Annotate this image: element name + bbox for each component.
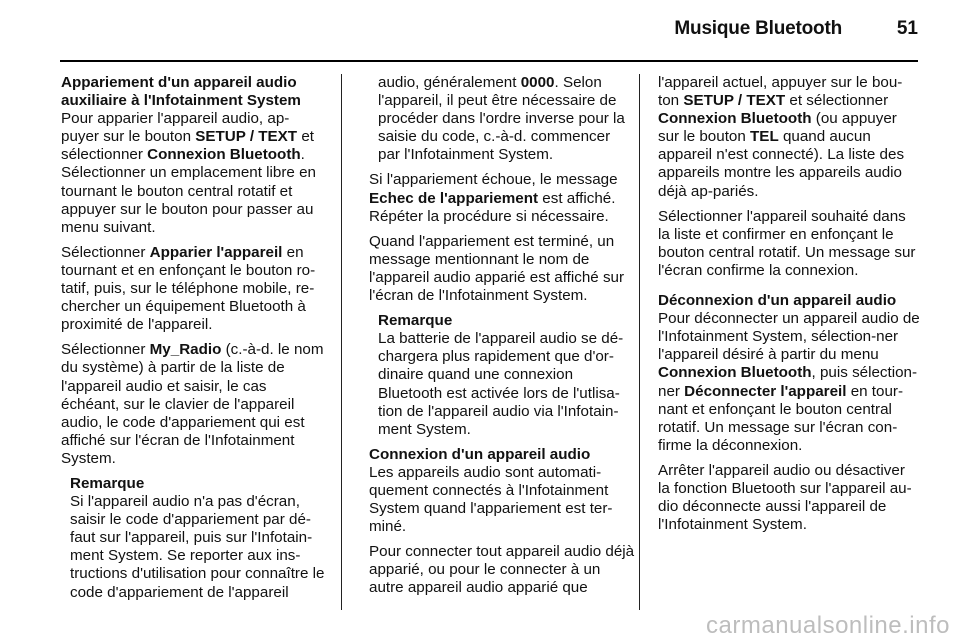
note-continuation — [378, 74, 635, 164]
paragraph: Pour apparier l'appareil audio, ap-puyer sur le bouton SETUP / TEXT et sélectionner Connexion Bluetooth. Sélectionner un emplacement libre en tournant le bouton central rotatif et appuyer sur le bouton pour passer au menu suivant. — [61, 110, 316, 236]
paragraph: Sélectionner Apparier l'appareil en tournant et en enfonçant le bouton ro-tatif, puis, sur le téléphone mobile, re-chercher un équipement Bluetooth à proximité de l'appareil. — [61, 243, 316, 334]
note-box — [378, 312, 635, 439]
column-2 — [369, 74, 635, 605]
page-title: Musique Bluetooth — [674, 18, 842, 39]
paragraph: Sélectionner l'appareil souhaité dans la liste et confirmer en enfonçant le bouton central rotatif. Un message sur l'écran confirme la connexion. — [658, 207, 916, 279]
note-text: La batterie de l'appareil audio se dé-chargera plus rapidement que d'or-dinaire quand une connexion Bluetooth est activée lors de l'utlisa-tion de l'appareil audio via l'Infotain-ment System. — [378, 330, 624, 438]
section-heading: Connexion d'un appareil audio — [369, 445, 591, 463]
note-text: audio, généralement 0000. Selon l'appareil, il peut être nécessaire de procéder dans l'ordre inverse pour la saisie du code, c.-à-d. commencer par l'Infotainment System. — [378, 74, 625, 164]
column-3 — [658, 74, 920, 541]
page-header — [60, 0, 918, 62]
note-heading: Remarque — [378, 312, 453, 330]
paragraph: l'appareil actuel, appuyer sur le bou-ton SETUP / TEXT et sélectionner Connexion Bluetooth (ou appuyer sur le bouton TEL quand aucun appareil n'est connecté). La liste des appareils montre les appareils audio déjà ap-pariés. — [658, 74, 905, 200]
paragraph: Pour déconnecter un appareil audio de l'Infotainment System, sélection-ner l'appareil désiré à partir du menu Connexion Bluetooth, puis sélection-ner Déconnecter l'appareil en tour-nant et enfonçant le bouton central rotatif. Un message sur l'écran con-firme la déconnexion. — [658, 310, 920, 454]
column-divider — [341, 74, 342, 610]
page-number: 51 — [896, 18, 918, 39]
section-heading: Déconnexion d'un appareil audio — [658, 292, 897, 310]
column-divider — [639, 74, 640, 610]
watermark: carmanualsonline.info — [706, 612, 950, 639]
note-box — [70, 475, 327, 602]
note-text: Si l'appareil audio n'a pas d'écran, saisir le code d'appariement par dé-faut sur l'appareil, puis sur l'Infotain-ment System. Se reporter aux ins-tructions d'utilisation pour connaître le code d'appariement de l'appareil — [70, 493, 325, 601]
paragraph: Si l'appariement échoue, le message Echec de l'appariement est affiché. Répéter la procédure si nécessaire. — [369, 171, 618, 225]
paragraph: Les appareils audio sont automati-quement connectés à l'Infotainment System quand l'appariement est ter-miné. — [369, 463, 613, 536]
paragraph: Arrêter l'appareil audio ou désactiver la fonction Bluetooth sur l'appareil au-dio déconnecte aussi l'appareil de l'Infotainment System. — [658, 461, 912, 534]
column-1 — [61, 74, 327, 609]
paragraph: Sélectionner My_Radio (c.-à-d. le nom du système) à partir de la liste de l'appareil audio et saisir, le cas échéant, sur le clavier de l'appareil audio, le code d'appariement qui est affiché sur l'écran de l'Infotainment System. — [61, 341, 324, 467]
note-heading: Remarque — [70, 474, 145, 492]
paragraph: Quand l'appariement est terminé, un message mentionnant le nom de l'appareil audio apparié est affiché sur l'écran de l'Infotainment System. — [369, 232, 625, 305]
section-heading: Appariement d'un appareil audio auxiliaire à l'Infotainment System — [61, 74, 301, 110]
paragraph: Pour connecter tout appareil audio déjà apparié, ou pour le connecter à un autre appareil audio apparié que — [369, 543, 635, 597]
